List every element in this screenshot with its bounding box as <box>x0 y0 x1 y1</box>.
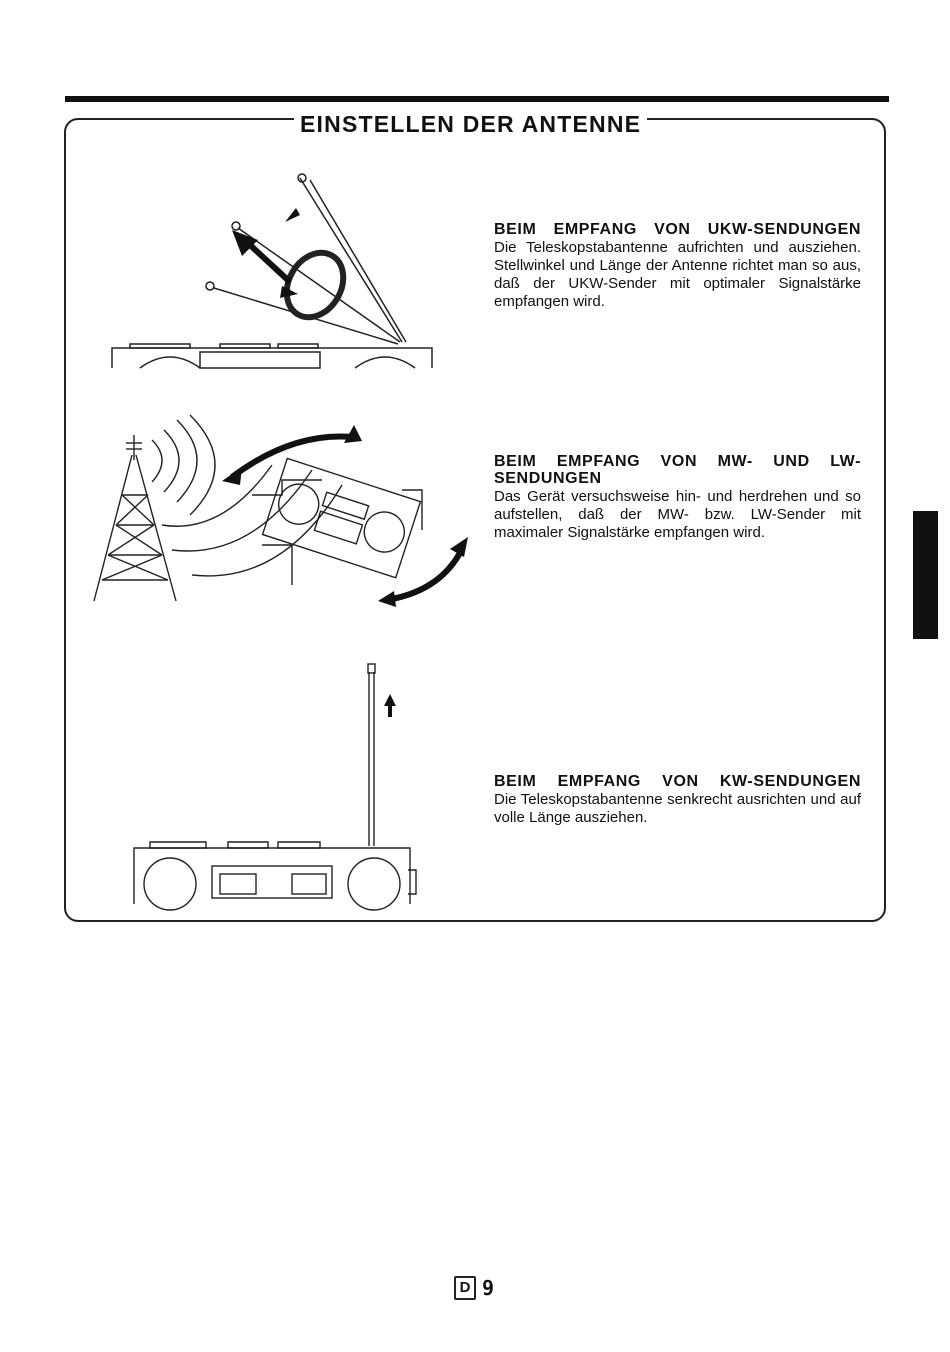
section-mw-lw-heading-line2: SENDUNGEN <box>494 470 602 487</box>
section-fm <box>494 221 861 311</box>
language-tab-marker <box>913 511 938 639</box>
language-code: D <box>454 1276 476 1300</box>
fm-antenna-illustration <box>110 170 440 375</box>
page-title: EINSTELLEN DER ANTENNE <box>294 110 647 138</box>
mw-lw-illustration <box>92 415 472 605</box>
sw-antenna-illustration <box>128 660 423 910</box>
page-number: 9 <box>482 1276 495 1300</box>
section-mw-lw-text: Das Gerät versuchsweise hin- und herdrehen und so aufstellen, daß der MW- bzw. LW-Sender mit maximaler Signalstärke empfangen wird. <box>494 488 861 541</box>
section-mw-lw-heading-line1: BEIM EMPFANG VON MW- UND LW- <box>494 453 861 470</box>
section-fm-heading: BEIM EMPFANG VON UKW-SENDUNGEN <box>494 221 861 238</box>
section-sw-text: Die Teleskopstabantenne senkrecht ausrichten und auf volle Länge ausziehen. <box>494 791 861 826</box>
page-footer <box>454 1276 494 1300</box>
section-mw-lw <box>494 453 861 542</box>
section-fm-text: Die Teleskopstabantenne aufrichten und ausziehen. Stellwinkel und Länge der Antenne richtet man so aus, daß der UKW-Sender mit optimaler Signalstärke empfangen wird. <box>494 239 861 310</box>
section-sw <box>494 773 861 827</box>
section-sw-heading: BEIM EMPFANG VON KW-SENDUNGEN <box>494 773 861 790</box>
top-rule <box>65 96 889 102</box>
